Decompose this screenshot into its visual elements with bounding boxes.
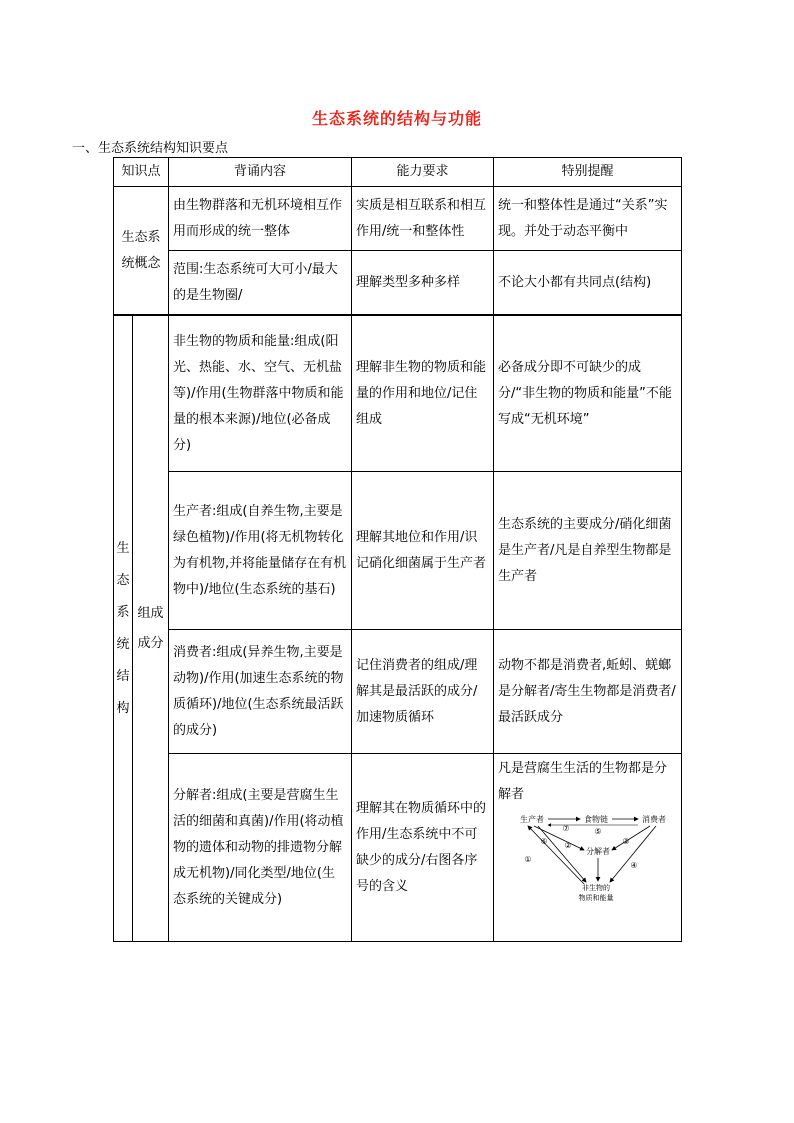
node-abiotic-line1: 非生物的 bbox=[582, 884, 610, 892]
cell-ability: 实质是相互联系和相互作用/统一和整体性 bbox=[352, 187, 494, 251]
cell-content: 由生物群落和无机环境相互作用而形成的统一整体 bbox=[169, 187, 352, 251]
cell-content: 生产者:组成(自养生物,主要是绿色植物)/作用(将无机物转化为有机物,并将能量储存在有机物中)/地位(生态系统的基石) bbox=[169, 472, 352, 630]
cell-note: 统一和整体性是通过“关系”实现。并处于动态平衡中 bbox=[494, 187, 682, 251]
header-knowledge-point: 知识点 bbox=[114, 158, 169, 187]
table-row bbox=[114, 251, 682, 315]
structure-label-text: 生态系统结构 bbox=[116, 540, 130, 716]
cycle-diagram bbox=[498, 810, 674, 906]
table-row bbox=[114, 316, 682, 472]
arrow-abiotic-producer bbox=[528, 826, 584, 884]
cell-ability: 理解其在物质循环中的作用/生态系统中不可缺少的成分/右图各序号的含义 bbox=[352, 754, 494, 942]
table-row bbox=[114, 754, 682, 942]
arrow-consumer-abiotic bbox=[610, 826, 656, 882]
node-producer: 生产者 bbox=[520, 815, 544, 824]
cell-ability: 理解类型多种多样 bbox=[352, 251, 494, 315]
cell-content: 消费者:组成(异养生物,主要是动物)/作用(加速生态系统的物质循环)/地位(生态系统最活跃的成分) bbox=[169, 630, 352, 754]
marker-number: ④ bbox=[630, 861, 638, 870]
marker-number: ⑤ bbox=[594, 827, 602, 836]
node-consumer: 消费者 bbox=[642, 815, 666, 824]
marker-number: ③ bbox=[622, 837, 630, 846]
node-abiotic-line2: 物质和能量 bbox=[578, 894, 614, 902]
cell-note: 不论大小都有共同点(结构) bbox=[494, 251, 682, 315]
page-title: 生态系统的结构与功能 bbox=[311, 109, 482, 128]
cell-ability: 记住消费者的组成/理解其是最活跃的成分/加速物质循环 bbox=[352, 630, 494, 754]
table-row bbox=[114, 472, 682, 630]
marker-number: ① bbox=[524, 855, 532, 864]
arrow-consumer-decomposer bbox=[612, 826, 650, 850]
arrow-producer-abiotic bbox=[538, 826, 586, 882]
node-decomposer: 分解者 bbox=[586, 847, 610, 856]
cell-note: 凡是营腐生生活的生物都是分解者 bbox=[498, 761, 668, 802]
marker-number: ② bbox=[564, 841, 572, 850]
header-note: 特别提醒 bbox=[494, 158, 682, 187]
cell-content: 分解者:组成(主要是营腐生生活的细菌和真菌)/作用(将动植物的遗体和动物的排遗物分解成无机物)/同化类型/地位(生态系统的关键成分) bbox=[169, 754, 352, 942]
table-header-row bbox=[114, 158, 682, 187]
sub-label: 组成成分 bbox=[133, 316, 169, 942]
structure-label bbox=[114, 316, 133, 942]
table-row bbox=[114, 630, 682, 754]
structure-table bbox=[113, 315, 682, 942]
knowledge-table bbox=[113, 157, 682, 315]
cell-ability: 理解非生物的物质和能量的作用和地位/记住组成 bbox=[352, 316, 494, 472]
cell-content: 范围:生态系统可大可小/最大的是生物圈/ bbox=[169, 251, 352, 315]
cell-note: 动物不都是消费者,蚯蚓、蜣螂是分解者/寄生生物都是消费者/最活跃成分 bbox=[494, 630, 682, 754]
concept-label: 生态系统概念 bbox=[114, 187, 169, 315]
node-food-chain: 食物链 bbox=[584, 815, 608, 824]
header-content: 背诵内容 bbox=[169, 158, 352, 187]
header-ability: 能力要求 bbox=[352, 158, 494, 187]
cell-note: 生态系统的主要成分/硝化细菌是生产者/凡是自养型生物都是生产者 bbox=[494, 472, 682, 630]
cell-ability: 理解其地位和作用/识记硝化细菌属于生产者 bbox=[352, 472, 494, 630]
table-row bbox=[114, 187, 682, 251]
section-heading: 一、生态系统结构知识要点 bbox=[72, 141, 229, 156]
cell-note-with-diagram bbox=[494, 754, 682, 942]
cell-content: 非生物的物质和能量:组成(阳光、热能、水、空气、无机盐等)/作用(生物群落中物质和能量的根本来源)/地位(必备成分) bbox=[169, 316, 352, 472]
marker-number: ⑦ bbox=[562, 824, 570, 833]
cell-note: 必备成分即不可缺少的成分/“非生物的物质和能量”不能写成“无机环境” bbox=[494, 316, 682, 472]
marker-number: ⑥ bbox=[540, 837, 548, 846]
